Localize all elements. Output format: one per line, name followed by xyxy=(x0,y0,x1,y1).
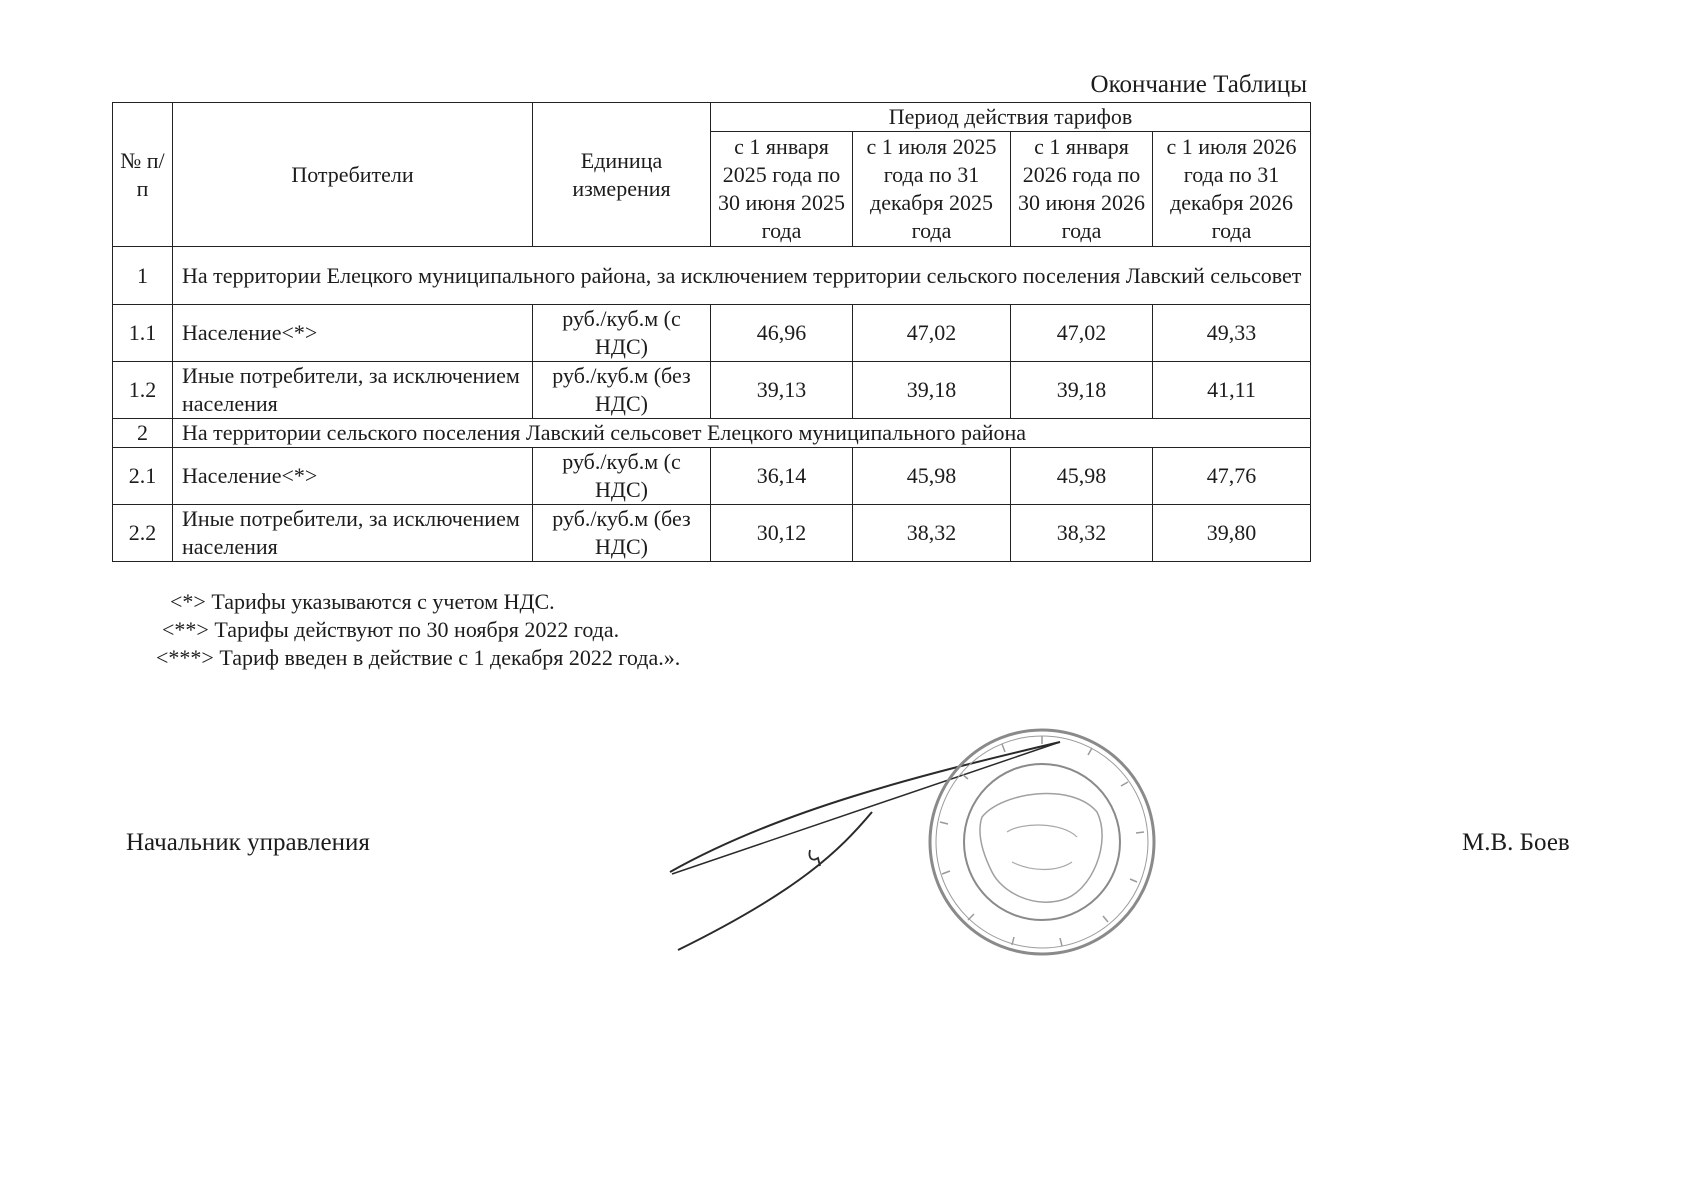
header-number: № п/п xyxy=(113,103,173,247)
row-value: 47,02 xyxy=(853,305,1011,362)
footnote-3: <***> Тариф введен в действие с 1 декабря 2022 года.». xyxy=(156,645,681,670)
header-period-3: с 1 января 2026 года по 30 июня 2026 года xyxy=(1011,132,1153,247)
section-row-1 xyxy=(113,247,1311,305)
row-unit: руб./куб.м (с НДС) xyxy=(533,448,711,505)
row-value: 47,76 xyxy=(1153,448,1311,505)
row-value: 38,32 xyxy=(853,505,1011,562)
header-period-group: Период действия тарифов xyxy=(711,103,1311,132)
row-value: 46,96 xyxy=(711,305,853,362)
section-title: На территории Елецкого муниципального района, за исключением территории сельского поселения Лавский сельсовет xyxy=(173,247,1311,305)
row-value: 36,14 xyxy=(711,448,853,505)
row-unit: руб./куб.м (без НДС) xyxy=(533,362,711,419)
table-caption: Окончание Таблицы xyxy=(1090,71,1307,98)
row-unit: руб./куб.м (без НДС) xyxy=(533,505,711,562)
header-consumers: Потребители xyxy=(173,103,533,247)
footnote-1: <*> Тарифы указываются с учетом НДС. xyxy=(170,589,555,614)
row-consumer: Население<*> xyxy=(173,448,533,505)
section-row-2 xyxy=(113,419,1311,448)
section-number: 1 xyxy=(113,247,173,305)
table-header xyxy=(113,103,1311,247)
row-value: 39,18 xyxy=(1011,362,1153,419)
row-value: 41,11 xyxy=(1153,362,1311,419)
footnotes xyxy=(150,588,680,672)
signatory-title: Начальник управления xyxy=(126,829,370,856)
row-value: 38,32 xyxy=(1011,505,1153,562)
row-value: 49,33 xyxy=(1153,305,1311,362)
header-unit: Единица измерения xyxy=(533,103,711,247)
row-consumer: Население<*> xyxy=(173,305,533,362)
footnote-2: <**> Тарифы действуют по 30 ноября 2022 года. xyxy=(162,617,620,642)
section-title: На территории сельского поселения Лавский сельсовет Елецкого муниципального района xyxy=(173,419,1311,448)
row-value: 39,18 xyxy=(853,362,1011,419)
row-value: 45,98 xyxy=(853,448,1011,505)
official-seal xyxy=(922,722,1162,967)
header-period-4: с 1 июля 2026 года по 31 декабря 2026 года xyxy=(1153,132,1311,247)
table-row xyxy=(113,305,1311,362)
header-period-2: с 1 июля 2025 года по 31 декабря 2025 года xyxy=(853,132,1011,247)
row-value: 45,98 xyxy=(1011,448,1153,505)
signatory-name: М.В. Боев xyxy=(1462,829,1570,856)
row-consumer: Иные потребители, за исключением населения xyxy=(173,505,533,562)
row-consumer: Иные потребители, за исключением населения xyxy=(173,362,533,419)
row-number: 2.1 xyxy=(113,448,173,505)
row-value: 47,02 xyxy=(1011,305,1153,362)
row-value: 39,80 xyxy=(1153,505,1311,562)
table-row xyxy=(113,362,1311,419)
table-row xyxy=(113,505,1311,562)
row-number: 1.2 xyxy=(113,362,173,419)
header-period-1: с 1 января 2025 года по 30 июня 2025 года xyxy=(711,132,853,247)
table-row xyxy=(113,448,1311,505)
row-number: 1.1 xyxy=(113,305,173,362)
table-body xyxy=(113,247,1311,562)
tariffs-table xyxy=(112,102,1311,562)
row-value: 30,12 xyxy=(711,505,853,562)
row-value: 39,13 xyxy=(711,362,853,419)
row-number: 2.2 xyxy=(113,505,173,562)
section-number: 2 xyxy=(113,419,173,448)
row-unit: руб./куб.м (с НДС) xyxy=(533,305,711,362)
